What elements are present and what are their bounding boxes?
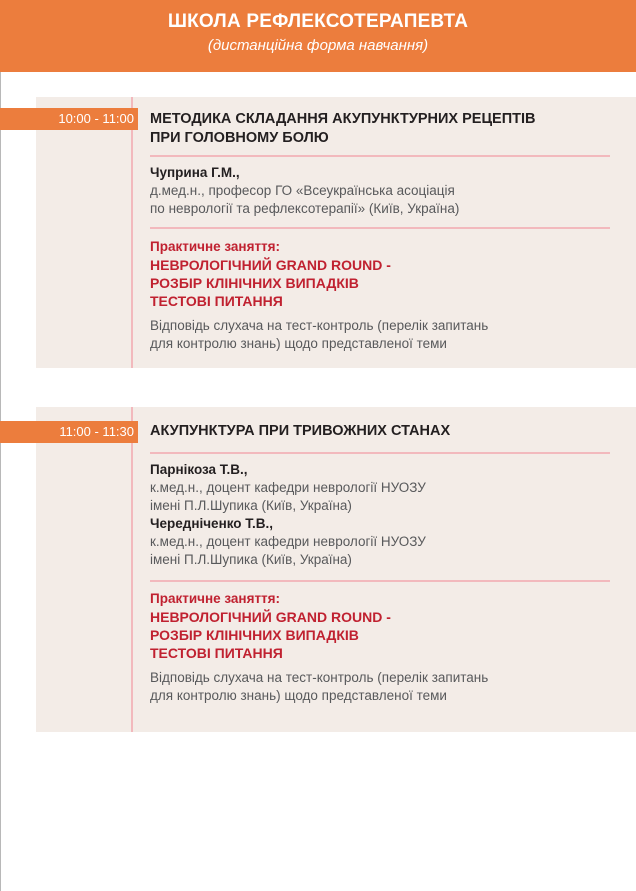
section-divider	[150, 227, 610, 229]
session-time-badge: 10:00 - 11:00	[0, 108, 138, 130]
speaker-name: Чередніченко Т.В.,	[150, 516, 274, 531]
practice-note-line: для контролю знань) щодо представленої теми	[150, 336, 447, 351]
section-divider	[150, 155, 610, 157]
section-divider	[150, 452, 610, 454]
speaker-name: Чуприна Г.М.,	[150, 165, 240, 180]
practice-topic: ТЕСТОВІ ПИТАННЯ	[150, 293, 283, 309]
page-subtitle: (дистанційна форма навчання)	[207, 37, 429, 54]
session-title	[150, 110, 620, 148]
speaker-details: д.мед.н., професор ГО «Всеукраїнська асоціація	[150, 183, 455, 198]
section-divider	[150, 580, 610, 582]
session-vertical-divider	[131, 407, 133, 732]
practice-section	[150, 590, 620, 662]
page-header	[0, 0, 636, 72]
practice-topic: РОЗБІР КЛІНІЧНИХ ВИПАДКІВ	[150, 275, 359, 291]
session-title-line: МЕТОДИКА СКЛАДАННЯ АКУПУНКТУРНИХ РЕЦЕПТІВ	[150, 111, 536, 127]
speaker-name: Парнікоза Т.В.,	[150, 462, 248, 477]
practice-note-line: Відповідь слухача на тест-контроль (перелік запитань	[150, 670, 489, 685]
session-time-badge: 11:00 - 11:30	[0, 421, 138, 443]
practice-topic: ТЕСТОВІ ПИТАННЯ	[150, 645, 283, 661]
speaker-details: імені П.Л.Шупика (Київ, Україна)	[150, 552, 352, 567]
speaker-details: к.мед.н., доцент кафедри неврології НУОЗУ	[150, 480, 426, 495]
practice-note	[150, 669, 620, 705]
speaker-details: по неврології та рефлексотерапії» (Київ, Україна)	[150, 201, 460, 216]
practice-label: Практичне заняття:	[150, 239, 281, 254]
session-vertical-divider	[131, 97, 133, 368]
practice-section	[150, 238, 620, 310]
practice-label: Практичне заняття:	[150, 591, 281, 606]
practice-topic: РОЗБІР КЛІНІЧНИХ ВИПАДКІВ	[150, 627, 359, 643]
page-left-rule	[0, 0, 1, 891]
speaker	[150, 461, 620, 569]
session-title-line: АКУПУНКТУРА ПРИ ТРИВОЖНИХ СТАНАХ	[150, 423, 451, 439]
page-title: ШКОЛА РЕФЛЕКСОТЕРАПЕВТА	[167, 11, 469, 32]
session-title	[150, 422, 620, 441]
speaker-details: імені П.Л.Шупика (Київ, Україна)	[150, 498, 352, 513]
session-title-line: ПРИ ГОЛОВНОМУ БОЛЮ	[150, 130, 329, 146]
practice-note-line: Відповідь слухача на тест-контроль (перелік запитань	[150, 318, 489, 333]
practice-topic: НЕВРОЛОГІЧНИЙ GRAND ROUND -	[150, 257, 391, 273]
practice-note-line: для контролю знань) щодо представленої теми	[150, 688, 447, 703]
practice-topic: НЕВРОЛОГІЧНИЙ GRAND ROUND -	[150, 609, 391, 625]
practice-note	[150, 317, 620, 353]
speaker	[150, 164, 620, 218]
speaker-details: к.мед.н., доцент кафедри неврології НУОЗУ	[150, 534, 426, 549]
